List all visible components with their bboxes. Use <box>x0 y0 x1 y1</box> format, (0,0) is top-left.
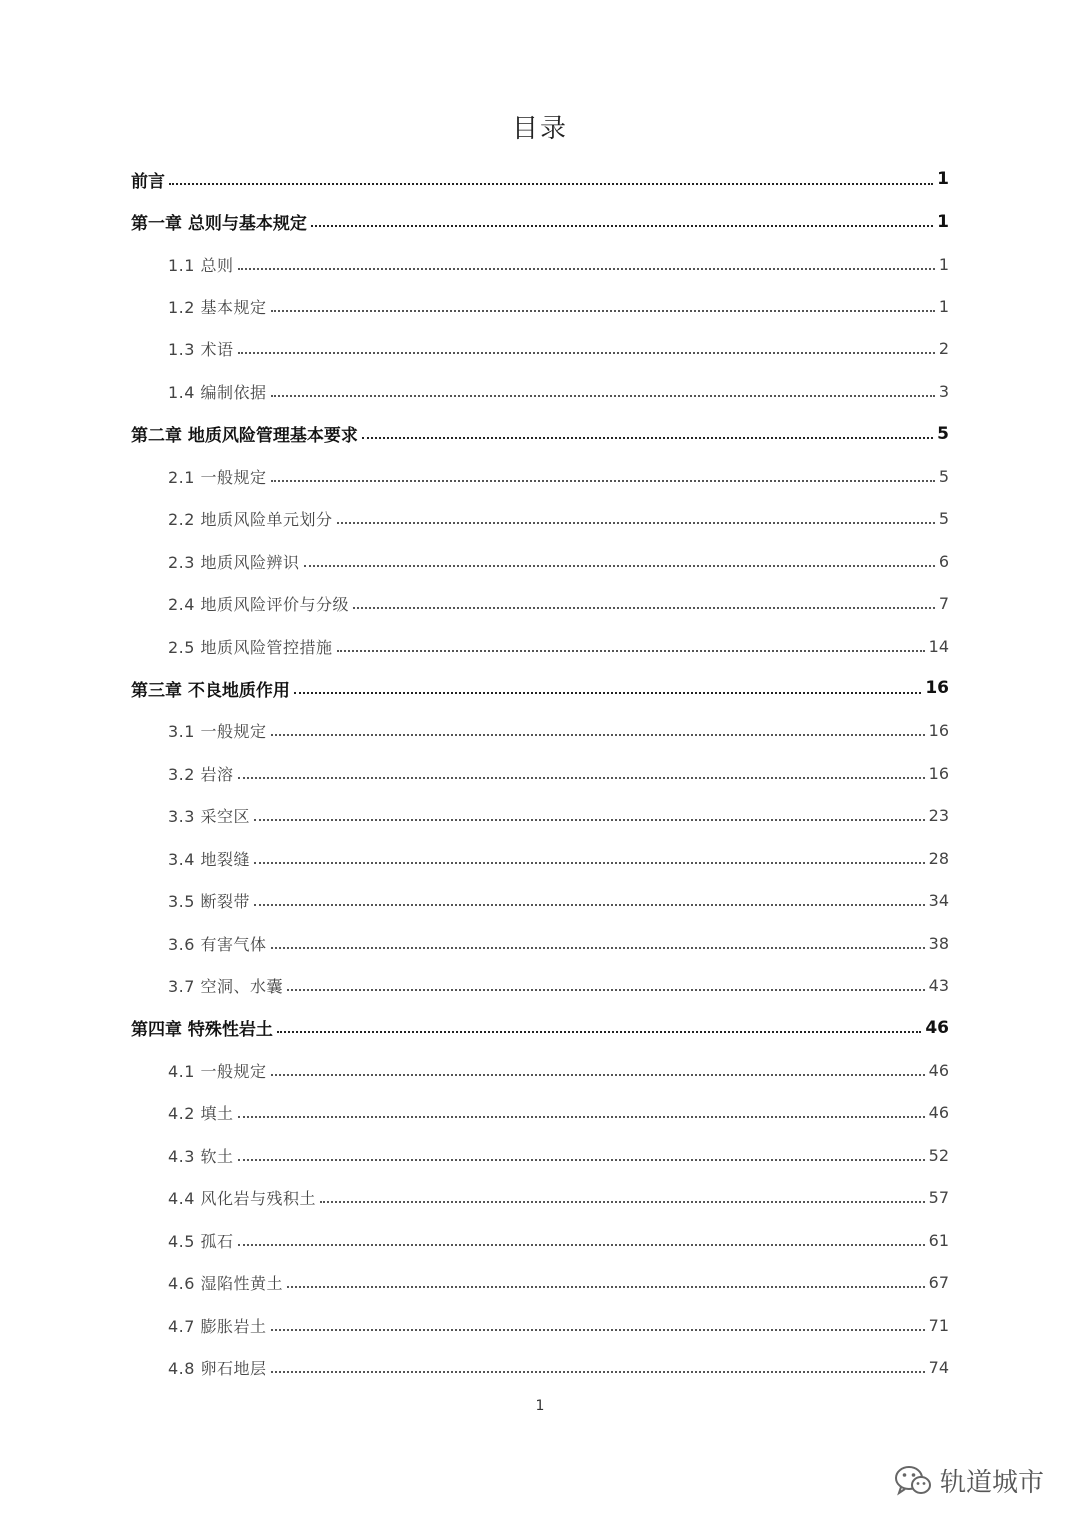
toc-entry-page-number: 3 <box>938 381 949 401</box>
toc-entry-page-number: 71 <box>928 1315 949 1335</box>
toc-entry-page-number: 43 <box>928 976 949 996</box>
toc-entry-label: 3.1 一般规定 <box>168 719 269 742</box>
dot-leader <box>254 903 925 906</box>
toc-entry-page-number: 5 <box>937 423 949 444</box>
toc-section-entry[interactable] <box>131 879 949 921</box>
dot-leader <box>238 776 925 779</box>
toc-entry-page-number: 57 <box>928 1188 949 1208</box>
dot-leader <box>271 1073 925 1076</box>
toc-entry-label: 前言 <box>131 167 167 192</box>
toc-entry-page-number: 52 <box>928 1145 949 1165</box>
toc-entry-page-number: 5 <box>938 509 949 529</box>
toc-section-entry[interactable] <box>131 328 949 370</box>
toc-chapter-entry[interactable] <box>131 200 949 242</box>
toc-entry-label: 2.2 地质风险单元划分 <box>168 507 335 530</box>
table-of-contents <box>131 158 949 1389</box>
toc-section-entry[interactable] <box>131 752 949 794</box>
toc-chapter-entry[interactable] <box>131 158 949 200</box>
dot-leader <box>362 436 933 439</box>
dot-leader <box>238 1158 925 1161</box>
dot-leader <box>271 479 935 482</box>
toc-entry-page-number: 1 <box>938 297 949 317</box>
toc-entry-page-number: 67 <box>928 1273 949 1293</box>
toc-section-entry[interactable] <box>131 1177 949 1219</box>
toc-entry-label: 4.5 孤石 <box>168 1229 236 1252</box>
toc-entry-label: 2.1 一般规定 <box>168 465 269 488</box>
toc-entry-page-number: 74 <box>928 1357 949 1377</box>
toc-entry-label: 4.3 软土 <box>168 1144 236 1167</box>
toc-entry-page-number: 61 <box>928 1230 949 1250</box>
toc-section-entry[interactable] <box>131 498 949 540</box>
dot-leader <box>238 1243 925 1246</box>
watermark-text: 轨道城市 <box>939 1468 1044 1498</box>
toc-section-entry[interactable] <box>131 1304 949 1346</box>
toc-entry-label: 第四章 特殊性岩土 <box>131 1015 275 1040</box>
toc-entry-label: 4.6 湿陷性黄土 <box>168 1271 285 1294</box>
dot-leader <box>271 309 935 312</box>
toc-entry-label: 3.7 空洞、水囊 <box>168 974 285 997</box>
toc-entry-label: 3.3 采空区 <box>168 804 252 827</box>
watermark <box>894 1462 1044 1499</box>
wechat-icon <box>894 1464 932 1498</box>
toc-entry-label: 4.1 一般规定 <box>168 1059 269 1082</box>
toc-section-entry[interactable] <box>131 243 949 285</box>
toc-entry-page-number: 16 <box>928 763 949 783</box>
toc-entry-page-number: 1 <box>937 211 949 232</box>
toc-entry-page-number: 16 <box>925 678 949 699</box>
dot-leader <box>254 818 925 821</box>
toc-title: 目录 <box>511 114 568 144</box>
toc-section-entry[interactable] <box>131 1049 949 1091</box>
dot-leader <box>254 861 925 864</box>
dot-leader <box>311 224 933 227</box>
toc-section-entry[interactable] <box>131 964 949 1006</box>
toc-entry-label: 4.2 填土 <box>168 1101 236 1124</box>
toc-entry-label: 2.4 地质风险评价与分级 <box>168 592 351 615</box>
toc-entry-label: 2.3 地质风险辨识 <box>168 550 302 573</box>
dot-leader <box>271 1328 925 1331</box>
toc-entry-label: 第三章 不良地质作用 <box>131 676 292 701</box>
toc-entry-label: 3.6 有害气体 <box>168 932 269 955</box>
toc-entry-page-number: 6 <box>938 551 949 571</box>
dot-leader <box>337 521 935 524</box>
toc-section-entry[interactable] <box>131 625 949 667</box>
toc-entry-page-number: 1 <box>938 254 949 274</box>
toc-section-entry[interactable] <box>131 285 949 327</box>
toc-entry-label: 1.3 术语 <box>168 337 236 360</box>
dot-leader <box>238 1115 925 1118</box>
toc-section-entry[interactable] <box>131 540 949 582</box>
toc-chapter-entry[interactable] <box>131 667 949 709</box>
dot-leader <box>337 649 925 652</box>
toc-entry-page-number: 7 <box>938 594 949 614</box>
dot-leader <box>238 267 935 270</box>
toc-section-entry[interactable] <box>131 922 949 964</box>
dot-leader <box>271 1370 925 1373</box>
toc-entry-page-number: 5 <box>938 466 949 486</box>
toc-entry-label: 3.4 地裂缝 <box>168 847 252 870</box>
toc-section-entry[interactable] <box>131 582 949 624</box>
toc-entry-label: 4.8 卵石地层 <box>168 1356 269 1379</box>
toc-entry-label: 1.4 编制依据 <box>168 380 269 403</box>
toc-entry-label: 1.1 总则 <box>168 253 236 276</box>
dot-leader <box>238 351 935 354</box>
dot-leader <box>320 1200 925 1203</box>
toc-section-entry[interactable] <box>131 1219 949 1261</box>
toc-entry-label: 3.2 岩溶 <box>168 762 236 785</box>
toc-entry-page-number: 38 <box>928 933 949 953</box>
toc-entry-label: 第一章 总则与基本规定 <box>131 209 309 234</box>
toc-entry-page-number: 34 <box>928 891 949 911</box>
toc-entry-label: 第二章 地质风险管理基本要求 <box>131 421 360 446</box>
dot-leader <box>271 946 925 949</box>
toc-section-entry[interactable] <box>131 710 949 752</box>
toc-entry-label: 4.7 膨胀岩土 <box>168 1314 269 1337</box>
toc-entry-page-number: 14 <box>928 636 949 656</box>
toc-section-entry[interactable] <box>131 837 949 879</box>
toc-entry-label: 3.5 断裂带 <box>168 889 252 912</box>
dot-leader <box>169 182 933 185</box>
dot-leader <box>353 606 935 609</box>
toc-entry-page-number: 1 <box>937 169 949 190</box>
toc-entry-label: 2.5 地质风险管控措施 <box>168 635 335 658</box>
dot-leader <box>287 1285 925 1288</box>
dot-leader <box>271 733 925 736</box>
toc-chapter-entry[interactable] <box>131 413 949 455</box>
toc-section-entry[interactable] <box>131 1261 949 1303</box>
toc-entry-page-number: 23 <box>928 806 949 826</box>
dot-leader <box>294 691 921 694</box>
toc-section-entry[interactable] <box>131 1346 949 1388</box>
toc-section-entry[interactable] <box>131 795 949 837</box>
page-number: 1 <box>535 1398 545 1414</box>
toc-entry-page-number: 46 <box>928 1060 949 1080</box>
toc-section-entry[interactable] <box>131 1092 949 1134</box>
toc-entry-page-number: 46 <box>925 1017 949 1038</box>
dot-leader <box>304 564 935 567</box>
toc-entry-page-number: 16 <box>928 721 949 741</box>
toc-entry-label: 1.2 基本规定 <box>168 295 269 318</box>
toc-entry-label: 4.4 风化岩与残积土 <box>168 1186 318 1209</box>
dot-leader <box>277 1030 921 1033</box>
toc-section-entry[interactable] <box>131 1134 949 1176</box>
toc-section-entry[interactable] <box>131 370 949 412</box>
toc-chapter-entry[interactable] <box>131 1007 949 1049</box>
toc-section-entry[interactable] <box>131 455 949 497</box>
toc-entry-page-number: 46 <box>928 1103 949 1123</box>
toc-entry-page-number: 2 <box>938 339 949 359</box>
dot-leader <box>287 988 925 991</box>
dot-leader <box>271 394 935 397</box>
toc-entry-page-number: 28 <box>928 848 949 868</box>
